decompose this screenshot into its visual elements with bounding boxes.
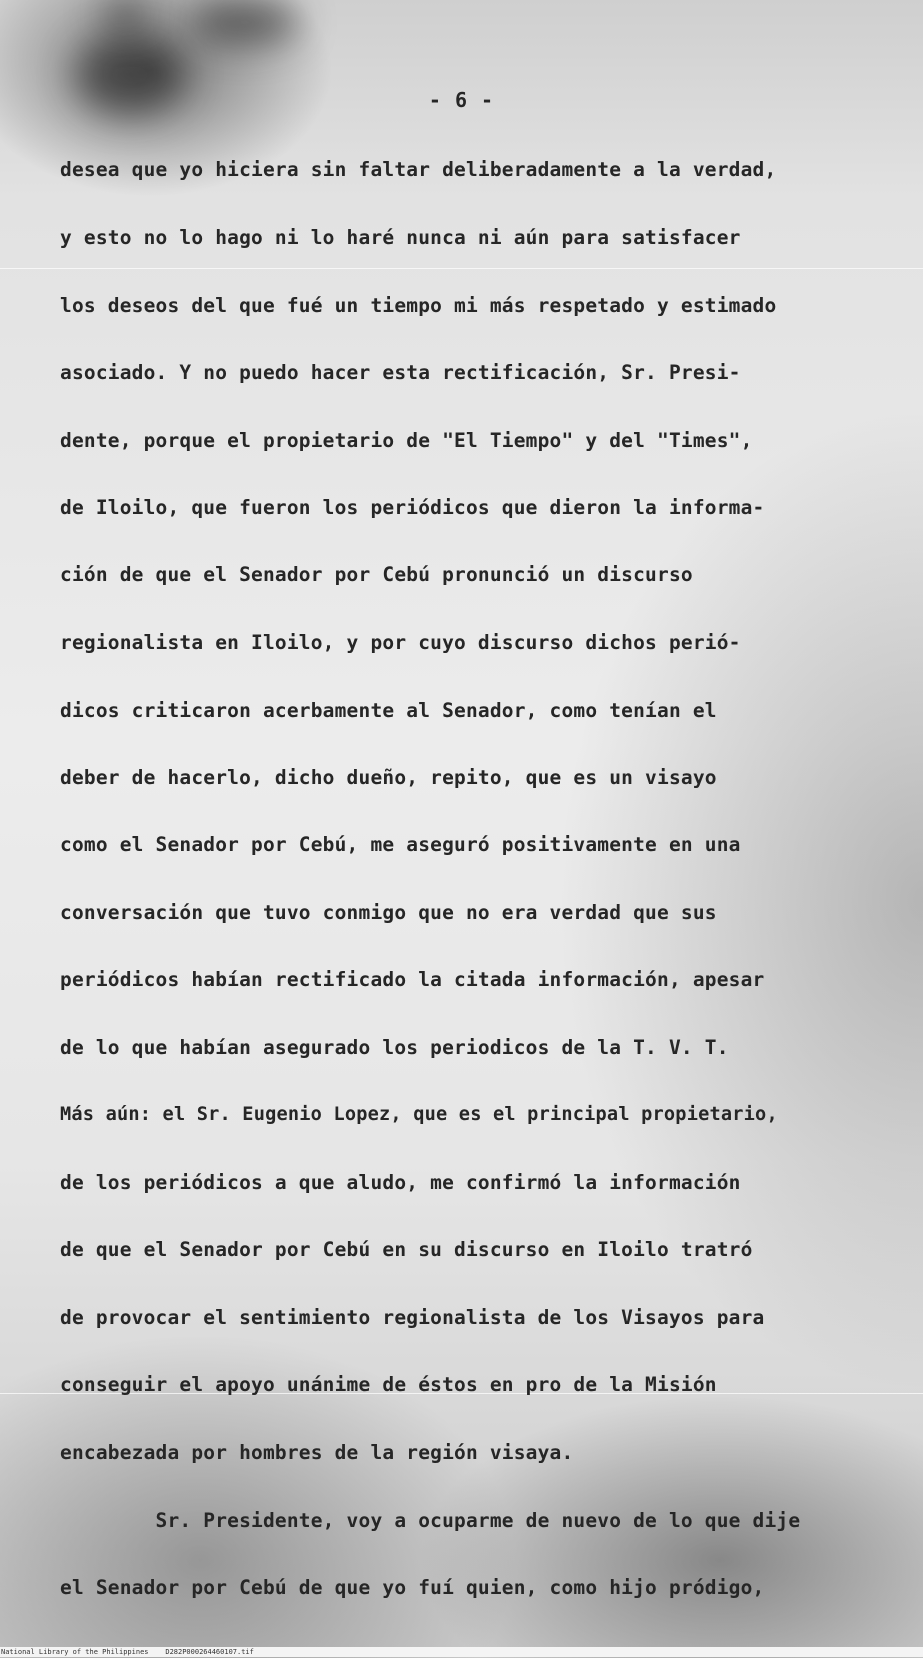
text-line-11: como el Senador por Cebú, me aseguró positivamente en una — [60, 833, 741, 856]
text-line-10: deber de hacerlo, dicho dueño, repito, que es un visayo — [60, 766, 717, 789]
text-line-20: encabezada por hombres de la región visaya. — [60, 1441, 574, 1464]
ink-smudge — [190, 0, 300, 45]
text-line-16: de los periódicos a que aludo, me confirmó la información — [60, 1171, 741, 1194]
text-line-7: ción de que el Senador por Cebú pronunció un discurso — [60, 563, 693, 586]
scan-footer: National Library of the Philippines D282P000264460107.tif — [0, 1647, 923, 1657]
text-line-5: dente, porque el propietario de "El Tiempo" y del "Times", — [60, 429, 753, 452]
text-line-1: desea que yo hiciera sin faltar deliberadamente a la verdad, — [60, 158, 777, 181]
scan-line — [0, 268, 923, 269]
text-line-21: Sr. Presidente, voy a ocuparme de nuevo de lo que dije — [60, 1509, 801, 1532]
text-line-2: y esto no lo hago ni lo haré nunca ni aún para satisfacer — [60, 226, 741, 249]
text-line-14: de lo que habían asegurado los periodicos de la T. V. T. — [60, 1036, 729, 1059]
text-line-3: los deseos del que fué un tiempo mi más respetado y estimado — [60, 294, 777, 317]
page-number: - 6 - — [428, 88, 495, 112]
text-line-15: Más aún: el Sr. Eugenio Lopez, que es el principal propietario, — [60, 1104, 778, 1125]
text-line-18: de provocar el sentimiento regionalista de los Visayos para — [60, 1306, 765, 1329]
text-line-19: conseguir el apoyo unánime de éstos en pro de la Misión — [60, 1373, 717, 1396]
ink-smudge — [100, 0, 150, 28]
text-line-17: de que el Senador por Cebú en su discurso en Iloilo tratró — [60, 1238, 753, 1261]
text-line-9: dicos criticaron acerbamente al Senador, como tenían el — [60, 699, 717, 722]
text-line-22: el Senador por Cebú de que yo fuí quien, como hijo pródigo, — [60, 1576, 765, 1599]
text-line-8: regionalista en Iloilo, y por cuyo discurso dichos perió- — [60, 631, 741, 654]
text-line-13: periódicos habían rectificado la citada información, apesar — [60, 968, 765, 991]
text-line-6: de Iloilo, que fueron los periódicos que dieron la informa- — [60, 496, 765, 519]
text-line-4: asociado. Y no puedo hacer esta rectificación, Sr. Presi- — [60, 361, 741, 384]
text-line-12: conversación que tuvo conmigo que no era verdad que sus — [60, 901, 717, 924]
